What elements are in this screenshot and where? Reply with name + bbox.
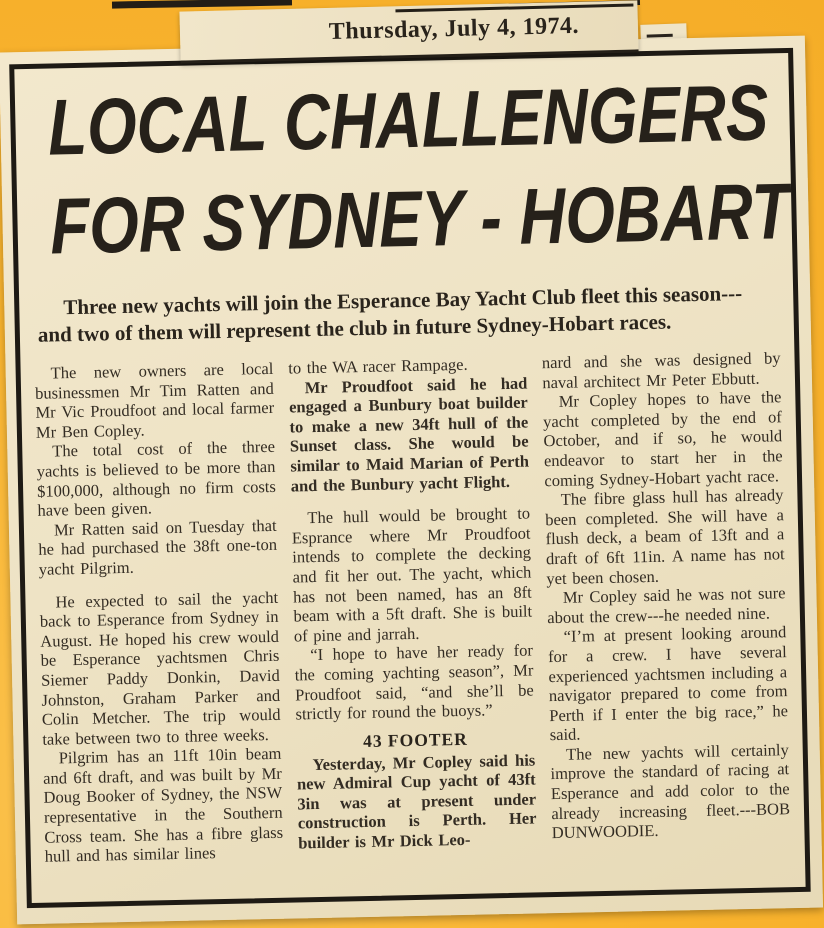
headline — [29, 63, 792, 277]
date-text: Thursday, July 4, 1974. — [328, 12, 580, 45]
paragraph: “I hope to have her ready for the coming yachting season”, Mr Proudfoot said, “and she’ll be strictly for round the buoys.” — [294, 640, 534, 724]
paragraph: Mr Copley said he was not sure about the crew---he needed nine. — [547, 583, 786, 627]
paragraph-continuation: to the WA racer Rampage. — [288, 354, 468, 378]
paragraph: The total cost of the three yachts is believed to be more than $100,000, although no firm costs have been given. — [36, 437, 276, 520]
newspaper-clipping — [0, 36, 823, 925]
paragraph: He expected to sail the yacht back to Esperance from Sydney in August. He hoped his crew would be Esperance yachtsmen Chris Siemer Paddy Donkin, David Johnston, Graham Parker and Colin Metcher. The trip would take between two to three weeks. — [39, 587, 281, 749]
article-standfirst: Three new yachts will join the Esperance Bay Yacht Club fleet this season---and two of them will represent the club in future Sydney-Hobart races. — [37, 281, 743, 347]
paragraph-continuation: nard and she was designed by naval architect Mr Peter Ebbutt. — [541, 348, 781, 392]
column-3 — [542, 348, 791, 856]
column-1 — [34, 359, 283, 867]
paragraph: Mr Copley hopes to have the yacht completed by the end of October, and if so, he would endeavor to start her in the coming Sydney-Hobart yacht race. — [542, 387, 783, 490]
paragraph: Mr Proudfoot said he had engaged a Bunbury boat builder to make a new 34ft hull of the Sunset class. She would be similar to Maid Marian of Perth and the Bunbury yacht Flight. — [288, 373, 530, 496]
headline-line-2: FOR SYDNEY - HOBART — [49, 167, 792, 272]
headline-line-1: LOCAL CHALLENGERS — [47, 68, 770, 173]
paragraph: Mr Ratten said on Tuesday that he had purchased the 38ft one-ton yacht Pilgrim. — [38, 515, 278, 579]
torn-edge-mark-left — [112, 0, 292, 9]
column-2 — [288, 354, 537, 862]
paragraph-with-byline: The new yachts will certainly improve the standard of racing at Esperance and add color to the already increasing fleet.---BOB DUNWOODIE. — [550, 740, 791, 843]
article-border-frame — [9, 48, 811, 908]
section-heading-43-footer: 43 FOOTER — [362, 728, 469, 751]
paragraph: The hull would be brought to Esprance where Mr Proudfoot intends to complete the decking and fit her out. The yacht, which has not been named, has an 8ft beam with a 5ft draft. She is built of pine and jarrah. — [291, 503, 533, 646]
paragraph: Pilgrim has an 11ft 10in beam and 6ft draft, and was built by Mr Doug Booker of Sydney, the NSW representative in the Southern Cross team. She has a fibre glass hull and has similar lines — [42, 744, 284, 866]
paragraph: The new owners are local businessmen Mr Tim Ratten and Mr Vic Proudfoot and local farmer Mr Ben Copley. — [34, 358, 275, 442]
paragraph: Yesterday, Mr Copley said his new Admiral Cup yacht of 43ft 3in was at present under construction is Perth. Her builder is Mr Dick Leo- — [296, 750, 537, 853]
article-columns — [34, 348, 790, 866]
paragraph: The fibre glass hull has already been completed. She will have a flush deck, a beam of 13ft and a draft of 6ft 11in. A name has not yet been chosen. — [545, 485, 785, 588]
paragraph: “I’m at present looking around for a crew. I have several experienced yachtsmen including a navigator prepared to come from Perth if I enter the big race,” he said. — [547, 622, 789, 745]
